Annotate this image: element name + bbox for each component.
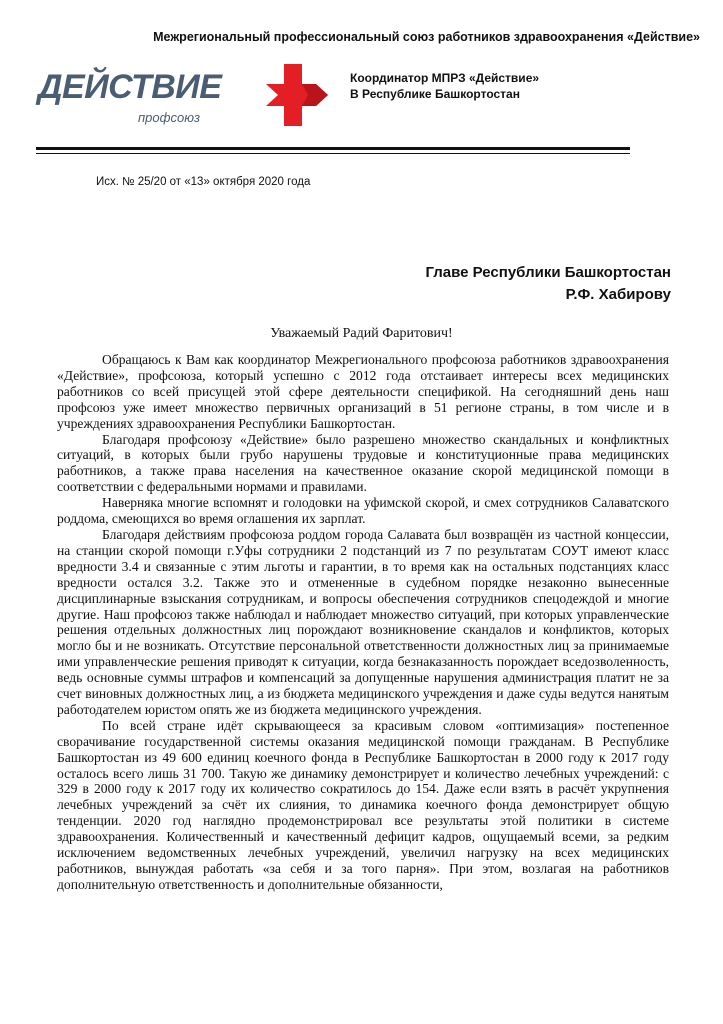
addressee-name: Р.Ф. Хабирову (565, 286, 671, 303)
logo-word: ДЕЙСТВИЕ (38, 68, 222, 106)
paragraph: По всей стране идёт скрывающееся за красивым словом «оптимизация» постепенное сворачивание государственной системы оказания медицинской помощи гражданам. В Республике Башкортостан из 49 600 единиц коечного фонда в Республике Башкортостан в 2000 году к 2017 году осталось всего лишь 31 700. Такую же динамику демонстрирует и количество лечебных учреждений: с 329 в 2000 году к 2017 году их количество сократилось до 154. Даже если взять в расчёт укрупнения лечебных учреждений за счёт их слияния, то динамика коечного фонда демонстрирует общую тенденции. 2020 год наглядно продемонстрировал все результаты этой политики в системе здравоохранения. Количественный и качественный дефицит кадров, ощущаемый всеми, за редким исключением ведомственных лечебных учреждений, увеличил нагрузку на всех медицинских работников, вынуждая работать «за себя и за того парня». При этом, возлагая на работников дополнительную ответственность и дополнительные обязанности, (57, 717, 669, 892)
logo-subtitle: профсоюз (138, 110, 201, 125)
addressee-block (426, 262, 672, 306)
addressee-position: Главе Республики Башкортостан (425, 264, 671, 281)
paragraph: Наверняка многие вспомнят и голодовки на уфимской скорой, и смех сотрудников Салаватского роддома, смеющихся во время оглашения их зарплат. (57, 495, 669, 527)
coordinator-region: В Республике Башкортостан (350, 87, 520, 101)
letter-body (57, 352, 669, 893)
red-cross-arrow-icon (262, 64, 328, 126)
coordinator-title: Координатор МПРЗ «Действие» (350, 71, 540, 85)
organization-header: Межрегиональный профессиональный союз работников здравоохранения «Действие» (153, 30, 700, 44)
paragraph: Благодаря профсоюзу «Действие» было разрешено множество скандальных и конфликтных ситуаций, в которых были грубо нарушены трудовые и конституционные права медицинских работников, а также права населения на качественное оказание скорой медицинской помощи в соответствии с федеральными нормами и правилами. (57, 431, 669, 495)
union-logo (36, 62, 326, 130)
coordinator-block (350, 70, 539, 102)
paragraph: Благодаря действиям профсоюза роддом города Салавата был возвращён из частной концессии, на станции скорой помощи г.Уфы сотрудники 2 подстанций из 7 по результатам СОУТ имеют класс вредности 3.4 и связанные с этим льготы и гарантии, в то время как на остальных подстанциях класс вредности остался 3.2. Также это и отмененные в судебном порядке незаконно вынесенные дисциплинарные взыскания сотрудникам, и вопросы обеспечения сотрудников спецодеждой и многие другие. Наш профсоюз также наблюдал и наблюдает множество ситуаций, при которых управленческие решения отдельных должностных лиц порождают возникновение скандалов и конфликтов, которых могло бы и не возникать. Отсутствие персональной ответственности должностных лиц за принимаемые ими управленческие решения приводят к ситуации, когда безнаказанность порождает вседозволенность, ведь основные суммы штрафов и компенсаций за допущенные нарушения администрация платит не за счет виновных должностных лиц, а из бюджета медицинского учреждения и даже суды ведутся нанятым работодателем юристом опять же из бюджета медицинского учреждения. (57, 526, 669, 717)
header-divider-thin (36, 153, 630, 154)
salutation: Уважаемый Радий Фаритович! (270, 326, 453, 341)
paragraph: Обращаюсь к Вам как координатор Межрегионального профсоюза работников здравоохранения «Действие», профсоюза, который успешно с 2012 года отстаивает интересы всех медицинских работников со всей присущей этой сфере деятельности спецификой. На сегодняшний день наш профсоюз уже имеет множество первичных организаций в 51 регионе страны, в том числе и в учреждениях здравоохранения Республики Башкортостан. (57, 352, 669, 431)
header-divider-thick (36, 147, 630, 150)
outgoing-reference: Исх. № 25/20 от «13» октября 2020 года (96, 176, 311, 188)
